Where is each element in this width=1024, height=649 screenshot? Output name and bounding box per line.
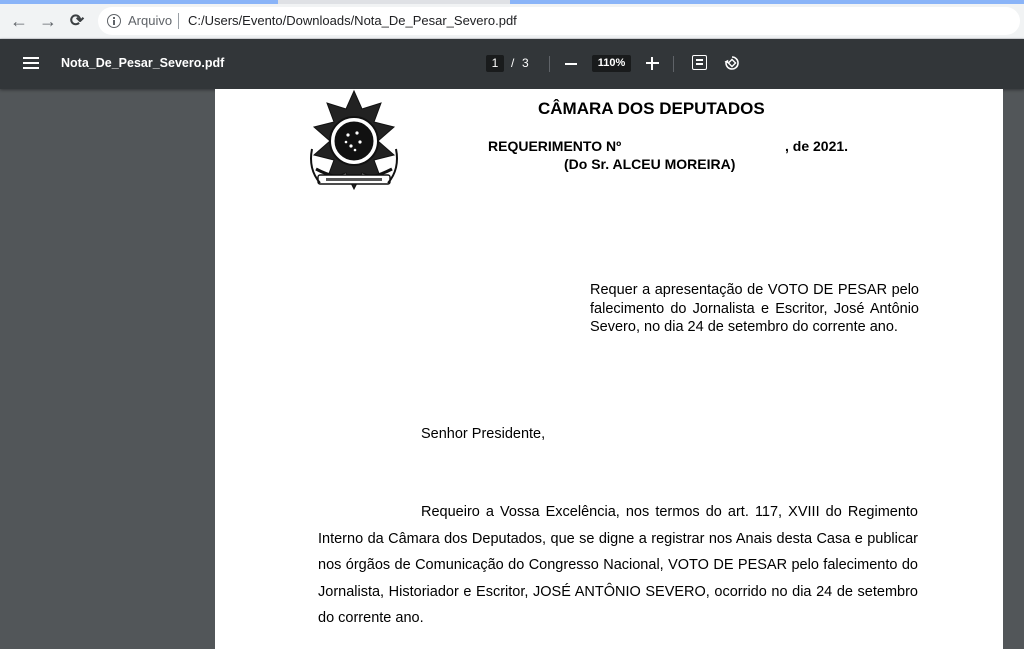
brazil-coat-of-arms-emblem [302,89,406,197]
pdf-file-title: Nota_De_Pesar_Severo.pdf [61,56,225,70]
page-total: 3 [522,56,529,70]
hamburger-menu-icon[interactable] [23,57,39,69]
document-header: CÂMARA DOS DEPUTADOS [538,99,765,118]
requerimento-date: , de 2021. [785,138,849,154]
page-number-input[interactable]: 1 [486,55,504,72]
document-ementa: Requer a apresentação de VOTO DE PESAR pelo falecimento do Jornalista e Escritor, José Antônio Severo, no dia 24 de setembro do corrente ano. [590,282,919,335]
zoom-in-plus-icon[interactable] [646,57,659,70]
back-arrow-icon[interactable]: ← [10,11,28,31]
toolbar-divider [549,56,550,72]
fit-to-page-icon[interactable] [692,55,707,70]
document-salutation: Senhor Presidente, [421,426,546,442]
forward-arrow-icon[interactable]: → [39,11,57,31]
document-author: (Do Sr. ALCEU MOREIRA) [564,156,736,172]
address-bar[interactable] [98,7,1020,35]
rotate-icon[interactable] [723,54,741,72]
browser-toolbar [0,4,1024,39]
toolbar-divider [673,56,674,72]
page-separator: / [511,56,515,70]
reload-icon[interactable]: ⟳ [69,11,85,30]
pdf-page [215,89,1003,649]
pdf-viewer-toolbar [0,39,1024,89]
zoom-level-input[interactable]: 110% [592,55,631,72]
scheme-label: Arquivo [128,13,173,28]
info-icon[interactable] [107,14,121,28]
address-separator [178,13,179,29]
url-text[interactable]: C:/Users/Evento/Downloads/Nota_De_Pesar_Severo.pdf [188,13,517,28]
requerimento-label: REQUERIMENTO Nº [488,138,622,154]
document-body-paragraph: Requeiro a Vossa Excelência, nos termos do art. 117, XVIII do Regimento Interno da Câmara dos Deputados, que se digne a registrar nos Anais desta Casa e publicar nos órgãos de Comunicação do Congresso Nacional, VOTO DE PESAR pelo falecimento do Jornalista, Historiador e Escritor, JOSÉ ANTÔNIO SEVERO, ocorrido no dia 24 de setembro do corrente ano. [318,504,918,626]
zoom-out-minus-icon[interactable] [565,63,577,65]
